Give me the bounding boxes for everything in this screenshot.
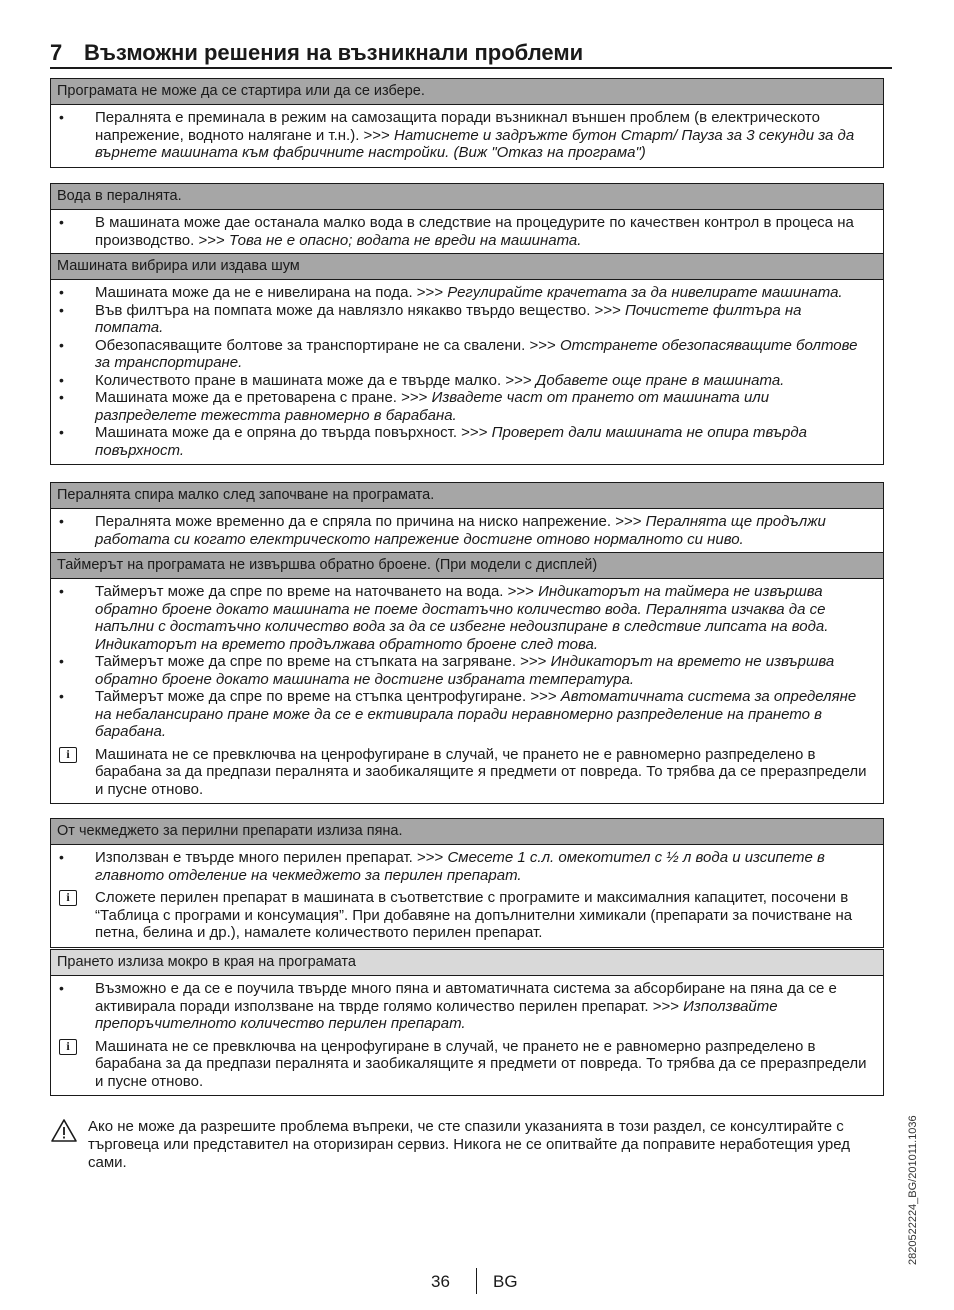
bullet-icon: •: [59, 336, 64, 353]
page-title: [50, 39, 892, 69]
solution-item: [59, 653, 873, 688]
info-icon-cell: [59, 889, 95, 906]
warning-note: [50, 1118, 884, 1172]
cause-text: Машината не се превключва на ценрофугиране в случай, че прането не е равномерно разпределено в барабана за да предпази пералнята и заобикалящите я предмети от повреда. То трябва да се преразпредели и пусне отново.: [95, 1037, 867, 1090]
item-text: [95, 746, 873, 799]
solution-list: [51, 210, 883, 254]
footer-divider: [476, 1268, 477, 1294]
solution-list: [51, 976, 883, 1095]
problem-section: [50, 818, 884, 948]
info-icon: i: [59, 1039, 77, 1055]
solution-list: [51, 579, 883, 803]
cause-text: Използван е твърде много перилен препарат. >>>: [95, 849, 448, 866]
item-text: [95, 889, 873, 942]
cause-text: Машината може да не е нивелирана на пода. >>>: [95, 284, 448, 301]
solution-list: [51, 509, 883, 553]
remedy-text: Автоматичната система за определяне на небалансирано пране може да се е ективирала поради неравномерно разпределение на прането в барабана.: [95, 688, 857, 740]
problem-section: [50, 552, 884, 804]
document-code: 2820522224_BG/201011.1036: [907, 1115, 919, 1265]
page-number: 36: [431, 1272, 450, 1291]
problem-header: Програмата не може да се стартира или да се избере.: [51, 79, 883, 105]
solution-item: [59, 372, 873, 390]
item-text: [95, 980, 873, 1033]
bullet-icon: •: [59, 849, 64, 865]
solution-item: [59, 109, 873, 162]
cause-text: Сложете перилен препарат в машината в съответствие с програмите и максималния капацитет, посочени в “Таблица с програми и консумация”. При добавяне на допълнителни химикали (препарати за почистване на петна, белина и др.), намалете количеството перилен препарат.: [95, 889, 853, 941]
info-icon-cell: [59, 746, 95, 763]
problem-header: Машината вибрира или издава шум: [51, 254, 883, 280]
warning-text: Ако не може да разрешите проблема въпреки, че сте спазили указанията в този раздел, се консултирайте с търговеца или представител на оторизиран сервиз. Никога не се опитвайте да поправите неработещия уред сами.: [88, 1118, 850, 1171]
bullet-icon: •: [59, 389, 64, 405]
info-icon: i: [59, 747, 77, 763]
cause-text: Таймерът може да спре по време на стъпка центрофугиране. >>>: [95, 688, 561, 705]
solution-item: [59, 583, 873, 653]
info-note: [59, 746, 873, 799]
bullet-icon: •: [59, 653, 64, 669]
solution-item: [59, 302, 873, 337]
problem-section: [50, 183, 884, 255]
item-text: [95, 337, 873, 372]
cause-text: Таймерът може да спре по време на стъпката на загряване. >>>: [95, 653, 551, 670]
remedy-text: Пералнята ще продължи работата си когато електрическото напрежение достигне отново нормалното си ниво.: [95, 513, 826, 548]
section-number: 7: [50, 40, 63, 65]
bullet-icon: •: [59, 301, 64, 318]
info-icon-cell: [59, 1038, 95, 1055]
problem-section: [50, 482, 884, 554]
solution-item: [59, 849, 873, 884]
solution-item: [59, 688, 873, 741]
remedy-text: Добавете още пране в машината.: [535, 371, 785, 389]
item-text: [95, 109, 873, 162]
remedy-text: Смесете 1 с.л. омекотител с ½ л вода и изсипете в главното отделение на чекмеджето за перилен препарат.: [95, 849, 825, 884]
cause-text: Машината може да е опряна до твърда повърхност. >>>: [95, 424, 492, 441]
cause-text: Таймерът може да спре по време на наточването на вода. >>>: [95, 583, 539, 600]
bullet-icon: •: [59, 214, 64, 230]
info-icon: i: [59, 890, 77, 906]
cause-text: Пералнята може временно да е спряла по причина на ниско напрежение. >>>: [95, 513, 646, 530]
solution-list: [51, 105, 883, 167]
info-note: [59, 889, 873, 942]
item-text: [95, 424, 873, 459]
problem-section: [50, 949, 884, 1096]
cause-text: Машината може да е претоварена с пране. >>>: [95, 389, 432, 406]
bullet-icon: •: [59, 688, 64, 704]
info-note: [59, 1038, 873, 1091]
remedy-text: Това не е опасно; водата не вреди на машината.: [228, 231, 582, 249]
problem-header: Пералнята спира малко след започване на програмата.: [51, 483, 883, 509]
remedy-text: Индикаторът на времето не извършва обратно броене докато машината не достигне избраната температура.: [95, 653, 835, 688]
item-text: [95, 653, 873, 688]
item-text: [95, 688, 873, 741]
item-text: [95, 513, 873, 548]
solution-item: [59, 214, 873, 249]
page-footer: [0, 1268, 954, 1298]
cause-text: Възможно е да се е поучила твърде много пяна и автоматичната система за абсорбиране на пяна да се е активирала поради използване на твpде голямо количество перилен препарат. >>>: [95, 980, 837, 1015]
solution-item: [59, 424, 873, 459]
item-text: [95, 849, 873, 884]
warning-triangle-icon: [50, 1118, 88, 1172]
remedy-text: Извадете част от прането от машината или разпределете тежестта равномерно в барабана.: [95, 389, 770, 424]
item-text: [95, 302, 873, 337]
solution-list: [51, 845, 883, 947]
bullet-icon: •: [59, 109, 64, 125]
problem-section: [50, 78, 884, 168]
bullet-icon: •: [59, 980, 64, 996]
bullet-icon: •: [59, 284, 64, 300]
cause-text: Количеството пране в машината може да е твърде малко. >>>: [95, 371, 536, 389]
problem-header: Вода в пералнята.: [51, 184, 883, 210]
cause-text: Пералнята е преминала в режим на самозащита поради възникнал външен проблем (в електрическото напрежение, водното налягане и т.н.). >>>: [95, 109, 820, 144]
problem-header: Таймерът на програмата не извършва обратно броене. (При модели с дисплей): [51, 553, 883, 579]
remedy-text: Проверет дали машината не опира твърда повърхност.: [95, 424, 807, 459]
remedy-text: Отстранете обезопасяващите болтове за транспортиране.: [95, 336, 858, 371]
section-title: Възможни решения на възникнали проблеми: [84, 40, 584, 65]
solution-list: [51, 280, 883, 464]
item-text: [95, 284, 873, 302]
solution-item: [59, 389, 873, 424]
remedy-text: Индикаторът на таймера не извършва обратно броене докато машината не поеме достатъчно количество вода. Пералнята изчаква да се напълни с достатъчно количество вода за да се избегне недоизпиране в следствие липсата на вода. Индикаторът на времето продължава обратното броене след това.: [95, 583, 829, 653]
bullet-icon: •: [59, 371, 64, 388]
remedy-text: Натиснете и задръжте бутон Старт/ Пауза за 3 секунди за да върнете машината към фабричните настройки. (Виж "Отказ на програма"): [95, 126, 855, 161]
language-code: BG: [493, 1272, 518, 1291]
remedy-text: Използвайте препоръчителното количество перилен препарат.: [95, 997, 778, 1032]
solution-item: [59, 980, 873, 1033]
item-text: [95, 389, 873, 424]
cause-text: В машината може дае останала малко вода в следствие на процедурите по качествен контрол в процеса на производство. >>>: [95, 214, 854, 249]
bullet-icon: •: [59, 513, 64, 529]
remedy-text: Регулирайте крачетата за да нивелирате машината.: [447, 284, 843, 301]
cause-text: Във филтъра на помпата може да навлязло някакво твърдо вещество. >>>: [95, 301, 626, 319]
problem-header: От чекмеджето за перилни препарати излиза пяна.: [51, 819, 883, 845]
remedy-text: Почистете филтъра на помпата.: [95, 301, 802, 336]
solution-item: [59, 513, 873, 548]
item-text: [95, 1038, 873, 1091]
bullet-icon: •: [59, 424, 64, 440]
solution-item: [59, 337, 873, 372]
item-text: [95, 214, 873, 249]
cause-text: Обезопасяващите болтове за транспортиране не са свалени. >>>: [95, 336, 560, 354]
solution-item: [59, 284, 873, 302]
bullet-icon: •: [59, 583, 64, 599]
problem-section: [50, 253, 884, 465]
problem-header: Прането излиза мокро в края на програмата: [51, 950, 883, 976]
cause-text: Машината не се превключва на ценрофугиране в случай, че прането не е равномерно разпределено в барабана за да предпази пералнята и заобикалящите я предмети от повреда. То трябва да се преразпредели и пусне отново.: [95, 745, 867, 798]
item-text: [95, 583, 873, 653]
item-text: [95, 372, 873, 390]
